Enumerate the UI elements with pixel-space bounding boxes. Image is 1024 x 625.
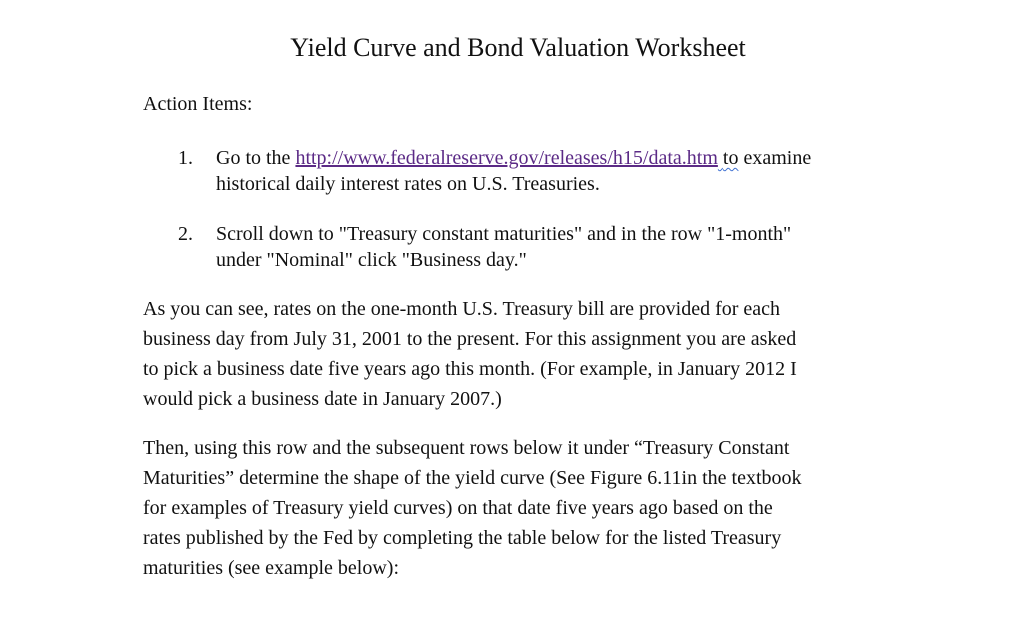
list-item-text-start: Go to the <box>216 147 296 169</box>
list-item-text <box>216 221 938 273</box>
paragraph-line: for examples of Treasury yield curves) on that date five years ago based on the <box>143 497 773 519</box>
federal-reserve-link[interactable]: http://www.federalreserve.gov/releases/h15/data.htm <box>295 147 718 169</box>
list-item-line-2: historical daily interest rates on U.S. Treasuries. <box>216 173 600 195</box>
list-number: 2. <box>178 223 193 245</box>
paragraph-line: to pick a business date five years ago this month. (For example, in January 2012 I <box>143 358 797 380</box>
spellcheck-flagged-word: to <box>722 147 739 169</box>
list-item-2 <box>178 221 938 273</box>
paragraph-line: would pick a business date in January 2007.) <box>143 388 502 410</box>
paragraph-line: maturities (see example below): <box>143 557 400 579</box>
paragraph-line: Maturities” determine the shape of the yield curve (See Figure 6.11in the textbook <box>143 467 802 489</box>
paragraph-1 <box>143 294 903 414</box>
paragraph-line: As you can see, rates on the one-month U.S. Treasury bill are provided for each <box>143 298 781 320</box>
list-item-line-1: Scroll down to "Treasury constant maturities" and in the row "1-month" <box>216 223 792 245</box>
list-item-line-2: under "Nominal" click "Business day." <box>216 249 527 271</box>
list-item-1 <box>178 145 938 197</box>
list-item-text-end: examine <box>738 147 812 169</box>
paragraph-line: Then, using this row and the subsequent rows below it under “Treasury Constant <box>143 437 790 459</box>
paragraph-2 <box>143 433 903 583</box>
action-items-heading: Action Items: <box>143 93 253 115</box>
list-number: 1. <box>178 147 193 169</box>
paragraph-line: business day from July 31, 2001 to the present. For this assignment you are asked <box>143 328 797 350</box>
list-item-text <box>216 145 938 197</box>
document-title: Yield Curve and Bond Valuation Worksheet <box>290 33 746 62</box>
paragraph-line: rates published by the Fed by completing the table below for the listed Treasury <box>143 527 782 549</box>
